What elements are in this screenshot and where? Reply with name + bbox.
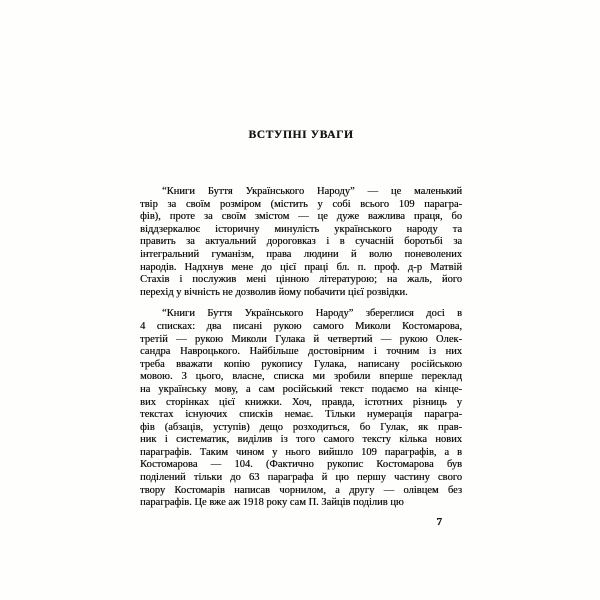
chapter-heading: ВСТУПНІ УВАГИ bbox=[248, 129, 354, 141]
text-line: сандра Навроцького. Найбільше достовірним і точним із них bbox=[140, 346, 462, 358]
text-line: вих сторінках цієї книжки. Хоч, правда, істотних різниць у bbox=[140, 396, 462, 408]
text-line: твору Костомарів написав чорнилом, а другу — олівцем без bbox=[140, 484, 462, 496]
text-line: фів), проте за своїм змістом — це дуже важлива праця, бо bbox=[140, 211, 462, 223]
text-line: ник і систематик, виділив із того самого тексту кілька нових bbox=[140, 434, 462, 446]
text-line: “Книги Буття Українського Народу” збереглися досі в bbox=[162, 308, 462, 320]
text-line: Стахів і послужив мені цінною літературою; на жаль, його bbox=[140, 274, 462, 286]
text-line: віддзеркалює історичну минулість українського народу та bbox=[140, 223, 462, 235]
text-line: 4 списках: два писані рукою самого Миколи Костомарова, bbox=[140, 320, 462, 332]
text-line: інтегральний гуманізм, права людини й волю поневолених bbox=[140, 248, 462, 260]
text-line: параграфів. Таким чином у нього вийшло 109 параграфів, а в bbox=[140, 446, 462, 458]
text-line: перехід у вічність не дозволив йому побачити цієї розвідки. bbox=[140, 286, 408, 298]
text-line: на українську мову, а сам російський текст подаємо на кінце- bbox=[140, 383, 462, 395]
text-line: править за актуальний дороговказ і в сучасній боротьбі за bbox=[140, 236, 462, 248]
text-line: третій — рукою Миколи Гулака й четвертий — рукою Олек- bbox=[140, 333, 462, 345]
text-line: треба вважати копію рукопису Гулака, написану російською bbox=[140, 358, 462, 370]
page-number: 7 bbox=[436, 516, 442, 528]
text-line: “Книги Буття Українського Народу” — це маленький bbox=[162, 186, 462, 197]
text-line: параграфів. Це вже аж 1918 року сам П. Зайців поділив цю bbox=[140, 497, 404, 509]
text-line: поділений тільки до 63 параграфа й цю першу частину свого bbox=[140, 472, 462, 484]
paragraphs bbox=[140, 186, 462, 510]
text-line: текстах існуючих списків немає. Тільки нумерація парагра- bbox=[140, 409, 462, 421]
paragraph bbox=[140, 308, 462, 510]
text-line: Костомарова — 104. (Фактично рукопис Костомарова був bbox=[140, 459, 462, 471]
text-line: фів (абзаців, уступів) дещо розходиться, бо Гулак, як прав- bbox=[140, 421, 462, 433]
text-line: мовою. З цього, власне, списка ми зробили вперше переклад bbox=[140, 371, 462, 383]
paragraph bbox=[140, 186, 462, 299]
text-line: твір за своїм розміром (містить у собі всього 109 парагра- bbox=[140, 198, 462, 210]
text-line: народів. Надхнув мене до цієї праці бл. п. проф. д-р Матвій bbox=[140, 261, 462, 273]
